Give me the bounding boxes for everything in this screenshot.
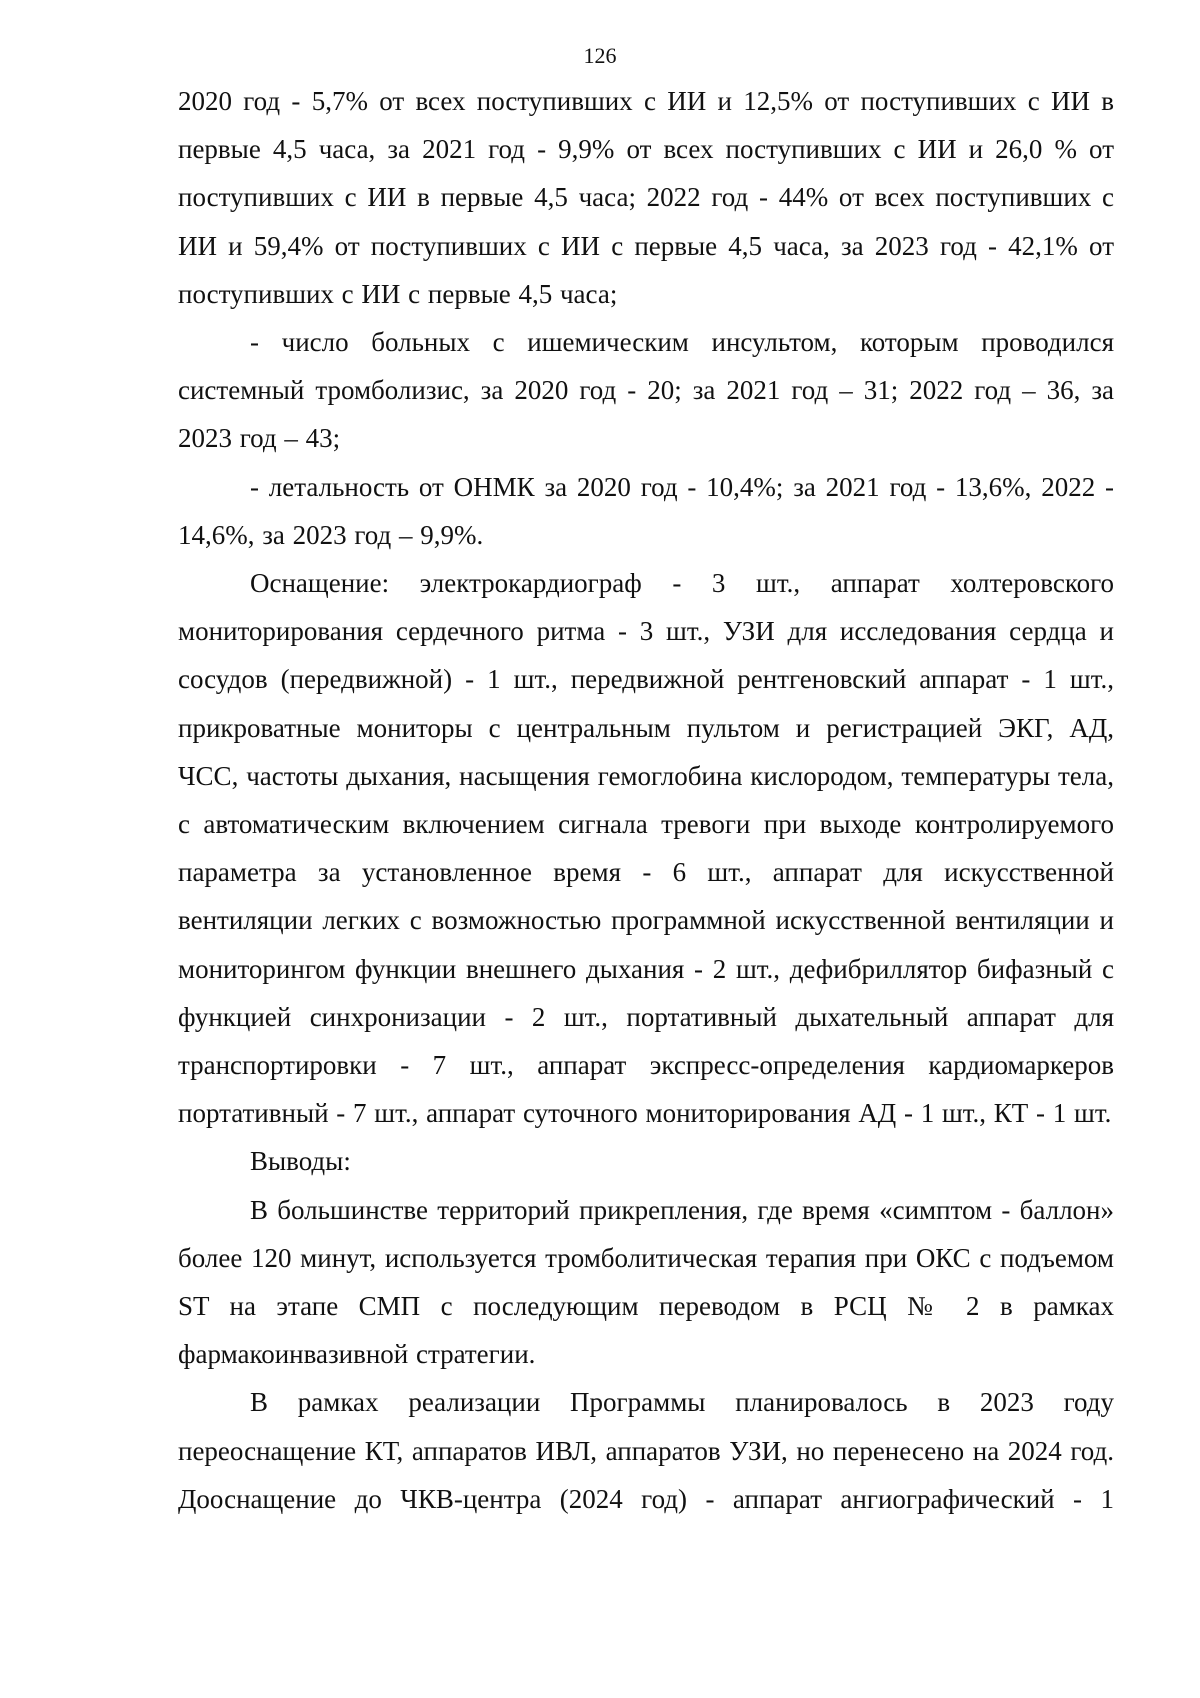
paragraph-pharmacoinvasive-strategy: В большинстве территорий прикрепления, где время «симптом - баллон» более 120 минут, используется тромболитическая терапия при ОКС с подъемом ST на этапе СМП с последующим переводом в РСЦ № 2 в рамках фармакоинвазивной стратегии.	[178, 1194, 1114, 1370]
paragraph-program-reequipment: В рамках реализации Программы планировалось в 2023 году переоснащение КТ, аппаратов ИВЛ, аппаратов УЗИ, но перенесено на 2024 год. Дооснащение до ЧКВ-центра (2024 год) - аппарат ангиографический - 1	[178, 1387, 1114, 1514]
document-body	[178, 77, 1114, 1523]
paragraph-conclusions-heading: Выводы:	[250, 1146, 351, 1177]
page-number: 126	[583, 43, 617, 68]
paragraph-stroke-thrombolysis-share: 2020 год - 5,7% от всех поступивших с ИИ и 12,5% от поступивших с ИИ в первые 4,5 часа, за 2021 год - 9,9% от всех поступивших с ИИ и 26,0 % от поступивших с ИИ в первые 4,5 часа; 2022 год - 44% от всех поступивших с ИИ и 59,4% от поступивших с ИИ с первые 4,5 часа, за 2023 год - 42,1% от поступивших с ИИ с первые 4,5 часа;	[178, 86, 1114, 309]
paragraph-equipment: Оснащение: электрокардиограф - 3 шт., аппарат холтеровского мониторирования сердечного ритма - 3 шт., УЗИ для исследования сердца и сосудов (передвижной) - 1 шт., передвижной рентгеновский аппарат - 1 шт., прикроватные мониторы с центральным пультом и регистрацией ЭКГ, АД, ЧСС, частоты дыхания, насыщения гемоглобина кислородом, температуры тела, с автоматическим включением сигнала тревоги при выходе контролируемого параметра за установленное время - 6 шт., аппарат для искусственной вентиляции легких с возможностью программной искусственной вентиляции и мониторингом функции внешнего дыхания - 2 шт., дефибриллятор бифазный с функцией синхронизации - 2 шт., портативный дыхательный аппарат для транспортировки - 7 шт., аппарат экспресс-определения кардиомаркеров портативный - 7 шт., аппарат суточного мониторирования АД - 1 шт., КТ - 1 шт.	[178, 568, 1114, 1129]
paragraph-stroke-mortality: - летальность от ОНМК за 2020 год - 10,4%; за 2021 год - 13,6%, 2022 - 14,6%, за 2023 год – 9,9%.	[178, 471, 1114, 550]
paragraph-systemic-thrombolysis-count: - число больных с ишемическим инсультом, которым проводился системный тромболизис, за 2020 год - 20; за 2021 год – 31; 2022 год – 36, за 2023 год – 43;	[178, 327, 1114, 454]
